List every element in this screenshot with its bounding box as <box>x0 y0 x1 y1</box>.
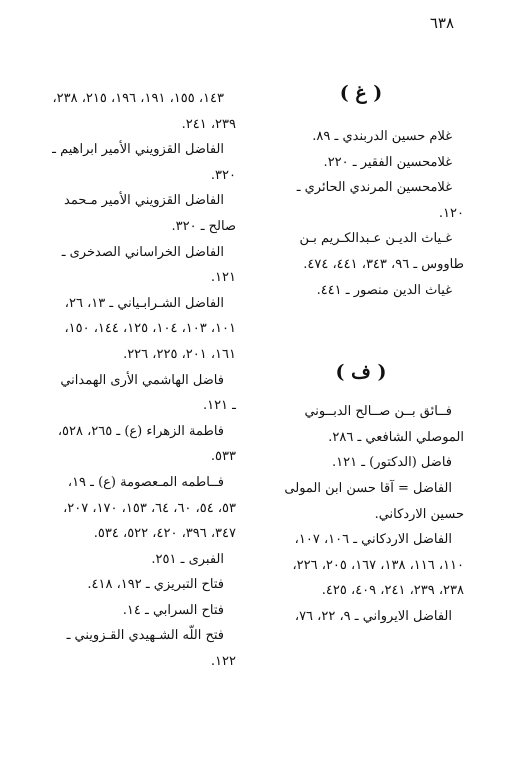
index-entry-line: الفاضل القزويني الأمير ابراهيم ـ <box>52 142 224 158</box>
index-entry <box>46 188 236 239</box>
index-entry <box>258 476 464 527</box>
index-entry-line: فتح اللّه الشـهيدي القـزويني ـ <box>66 628 224 644</box>
index-entry-line: فــائق بــن صــالح الدبــوني <box>304 404 452 420</box>
index-entry-line: غياث الدين منصور ـ ٤٤١. <box>316 282 452 298</box>
index-entry-continuation: ٢٣٨، ٢٣٩، ٢٤١، ٤٠٩، ٤٢٥. <box>321 583 464 599</box>
index-entry <box>258 399 464 450</box>
index-entry-continuation: ٣٤٧، ٣٩٦، ٤٢٠، ٥٢٢، ٥٣٤. <box>93 526 236 542</box>
index-entry <box>258 124 464 150</box>
index-entry-line: فاضل (الدكتور) ـ ١٢١. <box>331 455 452 471</box>
index-entry-continuation: ـ ١٢١. <box>202 398 236 414</box>
section-heading: ( غ ) <box>339 82 383 104</box>
index-entry <box>258 527 464 604</box>
index-entry-line: غلامحسين الفقير ـ ٢٢٠. <box>323 154 452 170</box>
index-entry <box>258 450 464 476</box>
index-entry-line: ١٤٣، ١٥٥، ١٩١، ١٩٦، ٢١٥، ٢٣٨، <box>52 91 224 106</box>
index-column-left <box>46 86 236 675</box>
index-entry <box>46 240 236 291</box>
index-entry <box>46 419 236 470</box>
index-entry-continuation: ١١٠، ١١٦، ١٣٨، ١٦٧، ٢٠٥، ٢٢٦، <box>292 557 464 573</box>
index-entry-line: فتاح التبريزي ـ ١٩٢، ٤١٨. <box>87 577 224 593</box>
index-entry-continuation: ٥٣٣. <box>210 449 236 465</box>
index-column-right <box>258 76 464 630</box>
index-entry-continuation: طاووس ـ ٩٦، ٣٤٣، ٤٤١، ٤٧٤. <box>303 256 464 272</box>
index-entry-line: غلامحسين المرندي الحائري ـ <box>296 180 452 196</box>
index-entry <box>46 86 236 137</box>
index-entry <box>258 226 464 277</box>
index-entry <box>46 368 236 419</box>
index-entry-continuation: ٥٣، ٥٤، ٦٠، ٦٤، ١٥٣، ١٧٠، ٢٠٧، <box>63 500 236 516</box>
index-entry-continuation: الموصلي الشافعي ـ ٢٨٦. <box>328 429 464 445</box>
index-entry-line: الفاضل الشـرابـياني ـ ١٣، ٢٦، <box>64 295 224 311</box>
index-entry-continuation: ١٢٢. <box>210 654 236 670</box>
index-entry-line: الفاضل = آقا حسن ابن المولى <box>284 480 452 496</box>
index-entry-line: الفبرى ـ ٢٥١. <box>151 551 224 567</box>
index-entry <box>258 278 464 304</box>
index-entry-continuation: ١٢٠. <box>438 205 464 221</box>
index-entry-line: فاضل الهاشمي الأرى الهمداني <box>60 372 224 388</box>
index-entry-line: غلام حسين الدربندي ـ ٨٩. <box>312 129 452 144</box>
index-entry-line: الفاضل الاردكاني ـ ١٠٦، ١٠٧، <box>294 532 452 548</box>
index-entry-continuation: ١٠١، ١٠٣، ١٠٤، ١٢٥، ١٤٤، ١٥٠، <box>64 321 236 337</box>
index-entry-continuation: ١٦١، ٢٠١، ٢٢٥، ٢٢٦. <box>123 346 236 362</box>
index-entry-line: الفاضل القزويني الأمير مـحمد <box>64 193 224 209</box>
index-entry <box>46 598 236 624</box>
index-entry-continuation: ١٢١. <box>210 270 236 286</box>
index-entry <box>46 470 236 547</box>
index-entry-continuation: صالح ـ ٣٢٠. <box>171 218 236 234</box>
index-entry <box>258 175 464 226</box>
index-entry <box>46 623 236 674</box>
index-entry-line: غـياث الديـن عـبدالكـريم بـن <box>299 231 452 247</box>
index-entry <box>258 150 464 176</box>
index-entry <box>46 572 236 598</box>
index-entry-continuation: ٣٢٠. <box>210 167 236 183</box>
index-entry-line: فــاطمه المـعصومة (ع) ـ ١٩، <box>67 474 224 490</box>
index-entry-line: فاطمة الزهراء (ع) ـ ٢٦٥، ٥٢٨، <box>57 423 224 439</box>
index-entry-line: فتاح السرابي ـ ١٤. <box>122 602 224 618</box>
index-entry-line: الفاضل الايرواني ـ ٩، ٢٢، ٧٦، <box>294 608 452 624</box>
index-entry <box>46 137 236 188</box>
index-entry-line: الفاضل الخراساني الصدخرى ـ <box>61 244 224 260</box>
index-entry-continuation: حسين الاردكاني. <box>374 506 464 522</box>
section-heading: ( ف ) <box>335 361 387 384</box>
index-entry <box>258 604 464 630</box>
index-entry-continuation: ٢٣٩، ٢٤١. <box>181 116 236 132</box>
page-number: ٦٣٨ <box>429 14 454 32</box>
index-entry <box>46 291 236 368</box>
index-entry <box>46 547 236 573</box>
